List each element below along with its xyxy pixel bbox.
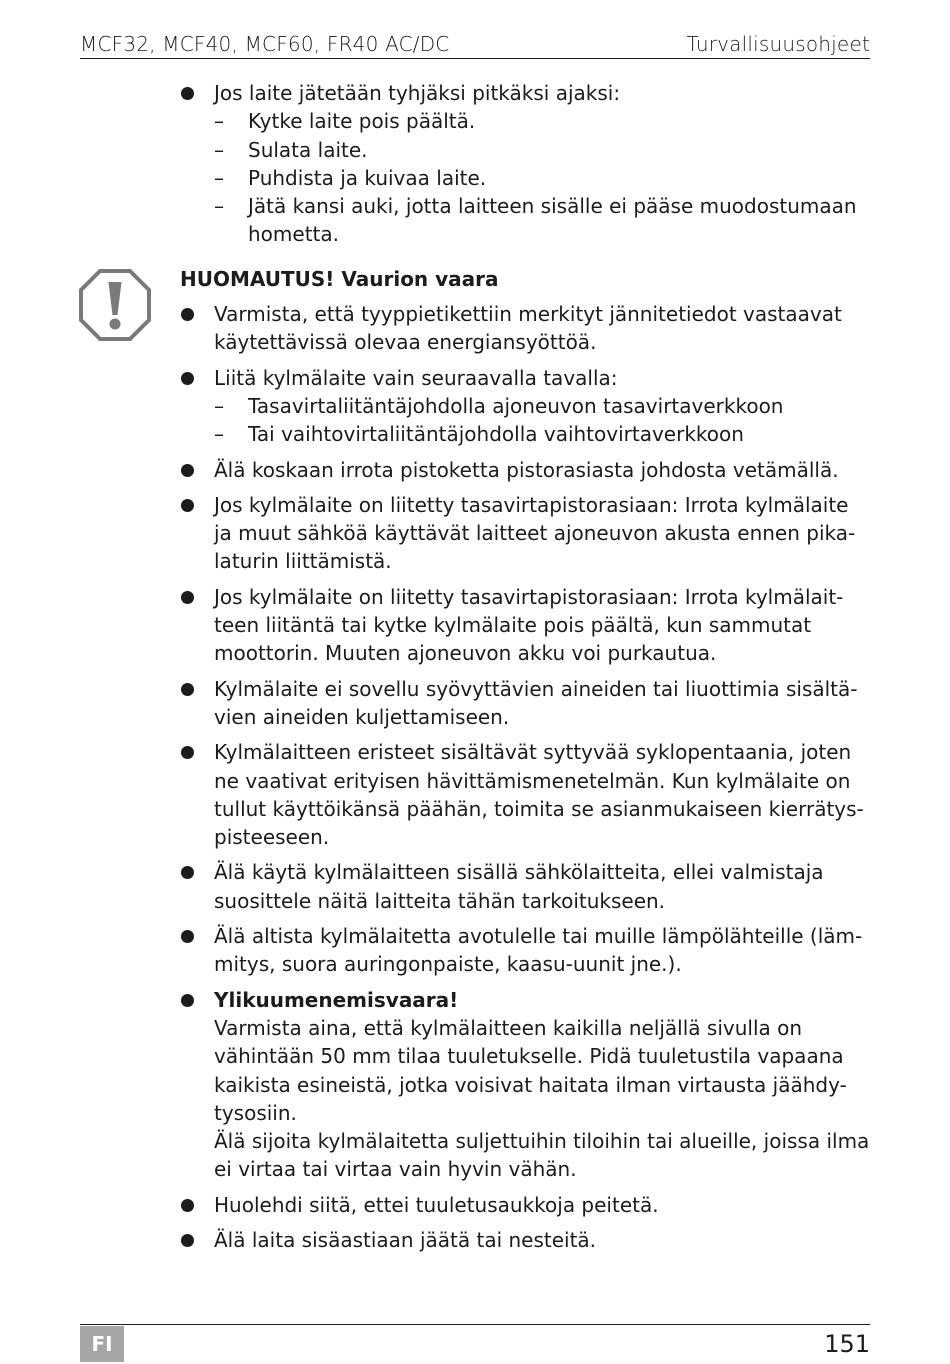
language-badge: FI (80, 1326, 124, 1362)
overheat-paragraph: Älä sijoita kylmälaitetta suljettuihin tiloihin tai alueille, joissa ilma ei virtaa tai virtaa vain hyvin vähän. (214, 1129, 870, 1182)
header-section: Turvallisuusohjeet (686, 32, 870, 56)
notice-heading: HUOMAUTUS! Vaurion vaara (180, 266, 499, 291)
bullet-icon (181, 1234, 194, 1247)
list-item: Huolehdi siitä, ettei tuuletusaukkoja peitetä. (180, 1191, 870, 1219)
header-models: MCF32, MCF40, MCF60, FR40 AC/DC (80, 32, 450, 56)
list-item: Varmista, että tyyppietikettiin merkityt jännitetiedot vastaavat käytettävissä olevaa energiansyöttöä. (180, 300, 870, 357)
sub-list-item: – Jätä kansi auki, jotta laitteen sisälle ei pääse muodostumaan hometta. (214, 194, 857, 247)
list-item-overheat (180, 986, 870, 1184)
overheat-paragraph: Varmista aina, että kylmälaitteen kaikilla neljällä sivulla on vähintään 50 mm tilaa tuuletukselle. Pidä tuuletustila vapaana kaikista esineistä, jotka voisivat haitata ilman virtausta jäähdy-tysosiin. (214, 1015, 847, 1125)
page-number: 151 (824, 1330, 870, 1358)
list-item: Jos kylmälaite on liitetty tasavirtapistorasiaan: Irrota kylmälaite ja muut sähköä käyttävät laitteet ajoneuvon akusta ennen pika-laturin liittämistä. (180, 491, 870, 576)
bullet-icon (181, 746, 194, 759)
bullet-icon (181, 591, 194, 604)
bullet-icon (181, 308, 194, 321)
list-item: Liitä kylmälaite vain seuraavalla tavalla: (180, 364, 870, 392)
bullet-icon (181, 499, 194, 512)
bullet-icon (181, 866, 194, 879)
footer-divider (80, 1324, 870, 1325)
bullet-icon (181, 683, 194, 696)
warning-octagon-icon (79, 269, 151, 341)
sub-list-item: – Sulata laite. (214, 137, 368, 162)
list-item: Älä käytä kylmälaitteen sisällä sähkölaitteita, ellei valmistaja suosittele näitä laitteita tähän tarkoitukseen. (180, 858, 870, 915)
safety-content (180, 79, 870, 1254)
list-item: Jos kylmälaite on liitetty tasavirtapistorasiaan: Irrota kylmälait-teen liitäntä tai kytke kylmälaite pois päältä, kun sammutat moottorin. Muuten ajoneuvon akku voi purkautua. (180, 583, 870, 668)
sub-list-item: – Puhdista ja kuivaa laite. (214, 165, 487, 190)
list-item: Älä koskaan irrota pistoketta pistorasiasta johdosta vetämällä. (180, 456, 870, 484)
list-item: Jos laite jätetään tyhjäksi pitkäksi ajaksi: (180, 79, 870, 107)
page-header (80, 28, 870, 59)
list-item: Älä altista kylmälaitetta avotulelle tai muille lämpölähteille (läm-mitys, suora auringonpaiste, kaasu-uunit jne.). (180, 922, 870, 979)
bullet-icon (181, 930, 194, 943)
bullet-icon (181, 87, 194, 100)
bullet-icon (181, 372, 194, 385)
list-item: Kylmälaite ei sovellu syövyttävien aineiden tai liuottimia sisältä-vien aineiden kuljettamiseen. (180, 675, 870, 732)
list-item: Kylmälaitteen eristeet sisältävät syttyvää syklopentaania, joten ne vaativat erityisen hävittämismenetelmän. Kun kylmälaite on tullut käyttöikänsä päähän, toimita se asianmukaiseen kierrätys-pisteeseen. (180, 738, 870, 851)
overheat-title: Ylikuumenemisvaara! (214, 987, 459, 1012)
sub-list-item: – Kytke laite pois päältä. (214, 109, 476, 134)
list-item: Älä laita sisäastiaan jäätä tai nesteitä. (180, 1226, 870, 1254)
bullet-icon (181, 464, 194, 477)
sub-list-item: – Tasavirtaliitäntäjohdolla ajoneuvon tasavirtaverkkoon (214, 393, 784, 418)
bullet-icon (181, 994, 194, 1007)
sub-list-item: – Tai vaihtovirtaliitäntäjohdolla vaihtovirtaverkkoon (214, 422, 744, 447)
bullet-icon (181, 1199, 194, 1212)
